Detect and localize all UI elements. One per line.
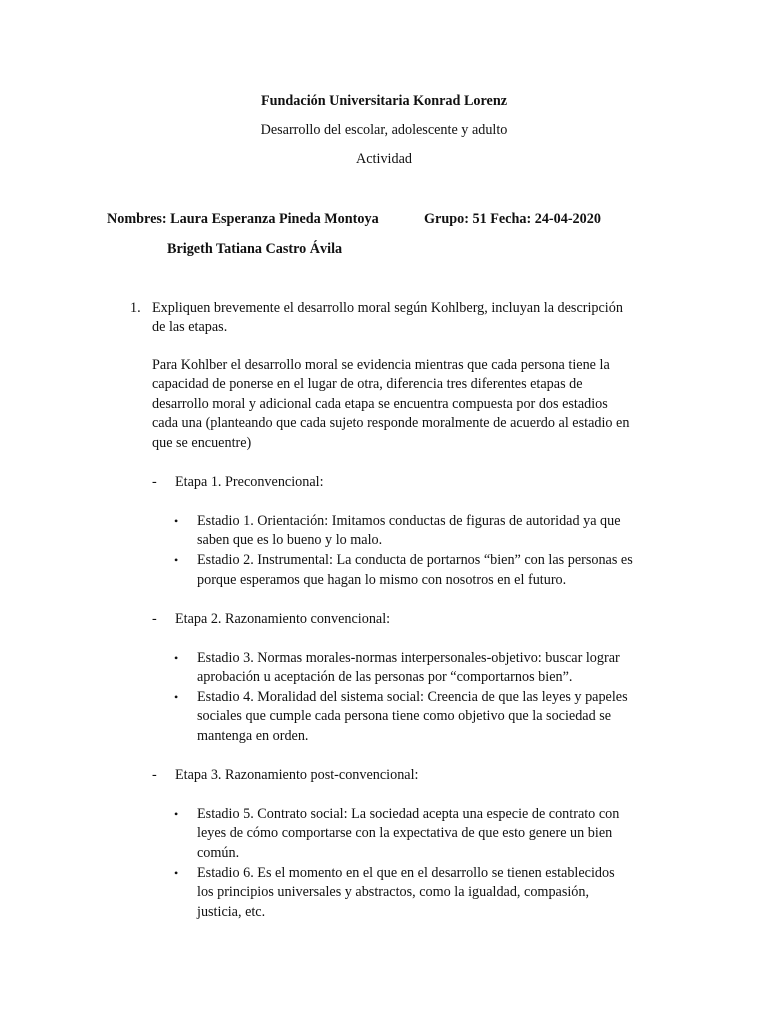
stage-title: Etapa 2. Razonamiento convencional: (175, 611, 391, 627)
dash-marker: - (152, 474, 157, 490)
bullet-icon: • (174, 651, 179, 665)
names-line: Nombres: Laura Esperanza Pineda Montoya (107, 211, 379, 227)
bullet-icon: • (174, 553, 179, 567)
stage-item-line: aprobación u aceptación de las personas por “comportarnos bien”. (197, 669, 573, 685)
activity-title: Actividad (356, 151, 412, 167)
stage-item-line: Estadio 1. Orientación: Imitamos conductas de figuras de autoridad ya que (197, 513, 621, 529)
intro-line: Para Kohlber el desarrollo moral se evidencia mientras que cada persona tiene la (152, 357, 610, 373)
intro-line: capacidad de ponerse en el lugar de otra, diferencia tres diferentes etapas de (152, 376, 583, 392)
stage-item-line: sociales que cumple cada persona tiene como objetivo que la sociedad se (197, 708, 612, 724)
stage-item-line: Estadio 4. Moralidad del sistema social: Creencia de que las leyes y papeles (197, 689, 628, 705)
stage-item-line: Estadio 5. Contrato social: La sociedad acepta una especie de contrato con (197, 806, 620, 822)
stage-item-line: justicia, etc. (197, 904, 266, 920)
course-title: Desarrollo del escolar, adolescente y adulto (260, 122, 508, 138)
stage-title: Etapa 1. Preconvencional: (175, 474, 324, 490)
stage-item-line: Estadio 6. Es el momento en el que en el desarrollo se tienen establecidos (197, 865, 615, 881)
dash-marker: - (152, 767, 157, 783)
intro-line: desarrollo moral y adicional cada etapa se encuentra compuesta por dos estadios (152, 396, 608, 412)
dash-marker: - (152, 611, 157, 627)
intro-line: cada una (planteando que cada sujeto responde moralmente de acuerdo al estadio en (152, 415, 630, 431)
institution-title: Fundación Universitaria Konrad Lorenz (260, 93, 508, 109)
bullet-icon: • (174, 866, 179, 880)
stage-item-line: los principios universales y abstractos, como la igualdad, compasión, (197, 884, 590, 900)
stage-item-line: Estadio 3. Normas morales-normas interpersonales-objetivo: buscar lograr (197, 650, 620, 666)
bullet-icon: • (174, 807, 179, 821)
question-number: 1. (130, 300, 141, 316)
stage-item-line: Estadio 2. Instrumental: La conducta de portarnos “bien” con las personas es (197, 552, 633, 568)
stage-title: Etapa 3. Razonamiento post-convencional: (175, 767, 419, 783)
stage-item-line: saben que es lo bueno y lo malo. (197, 532, 383, 548)
second-name: Brigeth Tatiana Castro Ávila (167, 241, 343, 257)
question-line: Expliquen brevemente el desarrollo moral según Kohlberg, incluyan la descripción (152, 300, 623, 316)
bullet-icon: • (174, 690, 179, 704)
stage-item-line: común. (197, 845, 240, 861)
stage-item-line: porque esperamos que hagan lo mismo con nosotros en el futuro. (197, 572, 567, 588)
stage-item-line: mantenga en orden. (197, 728, 309, 744)
bullet-icon: • (174, 514, 179, 528)
question-line: de las etapas. (152, 319, 228, 335)
group-date: Grupo: 51 Fecha: 24-04-2020 (424, 211, 601, 227)
stage-item-line: leyes de cómo comportarse con la expectativa de que esto genere un bien (197, 825, 613, 841)
intro-line: que se encuentre) (152, 435, 252, 451)
